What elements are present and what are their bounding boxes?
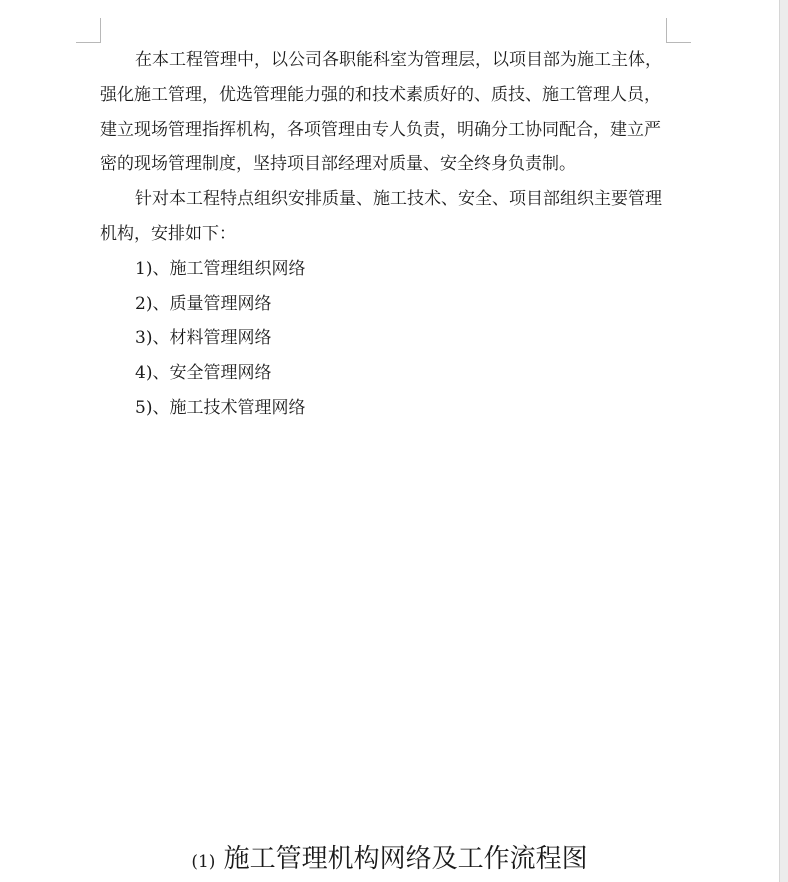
margin-corner-top-right [666,18,691,43]
list-item-safety-management: 4)、安全管理网络 [135,363,272,384]
margin-corner-top-left [76,18,101,43]
paragraph-management-structure: 在本工程管理中，以公司各职能科室为管理层，以项目部为施工主体，强化施工管理，优选管理能力强的和技术素质好的、质技、施工管理人员，建立现场管理指挥机构，各项管理由专人负责，明确分工协同配合，建立严密的现场管理制度，坚持项目部经理对质量、安全终身负责制。 [100,50,662,175]
list-item-material-management: 3)、材料管理网络 [135,328,272,349]
list-item-technical-management: 5)、施工技术管理网络 [135,397,306,418]
list-item-quality-management: 2)、质量管理网络 [135,293,272,314]
page-edge [779,0,780,882]
list-item-construction-organization: 1)、施工管理组织网络 [135,258,306,279]
section-heading-title: 施工管理机构网络及工作流程图 [223,844,588,874]
section-heading-number: (1) [191,852,216,872]
paragraph-management-arrangement: 针对本工程特点组织安排质量、施工技术、安全、项目部组织主要管理机构，安排如下： [100,189,662,244]
section-heading [0,839,779,882]
document-body[interactable] [100,43,670,426]
